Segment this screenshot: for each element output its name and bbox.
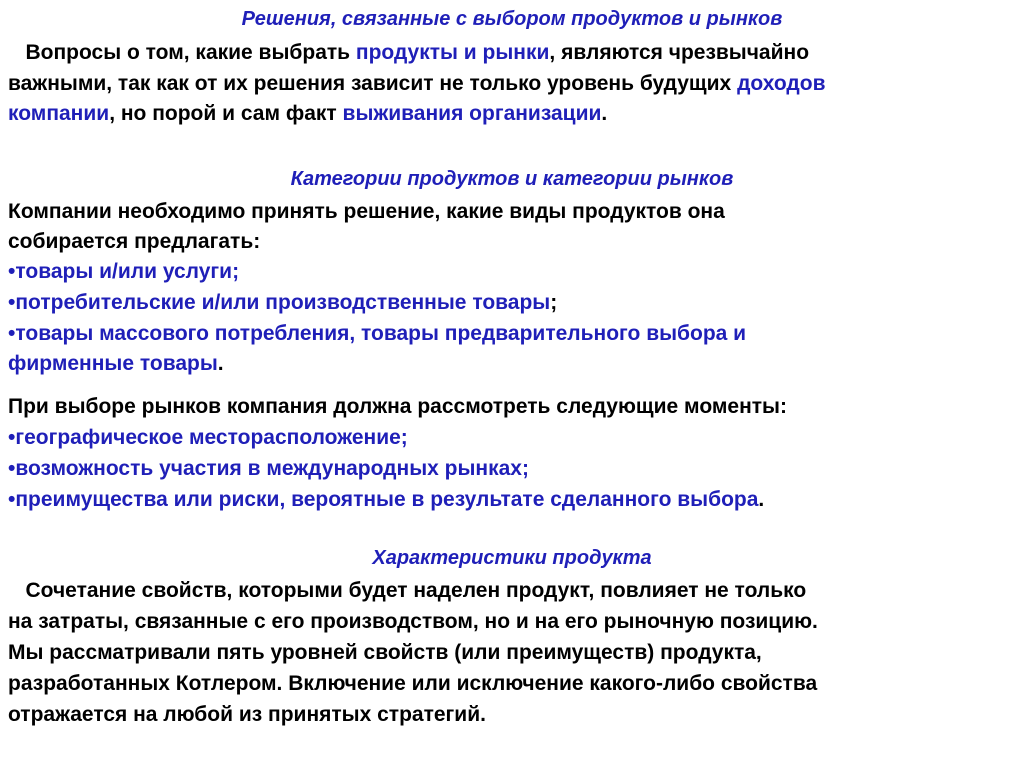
text-span: продукты и рынки [355, 41, 550, 64]
paragraph-line [8, 101, 607, 127]
paragraph-line: Мы рассматривали пять уровней свойств (или преимуществ) продукта, [8, 641, 762, 664]
paragraph-line: разработанных Котлером. Включение или исключение какого-либо свойства [8, 672, 818, 695]
heading-product-market-decisions: Решения, связанные с выбором продуктов и рынков [241, 8, 783, 30]
bullet-item [8, 290, 557, 316]
text-span: важными, так как от их решения зависит не только уровень будущих [8, 72, 738, 95]
text-span: , но порой и сам факт [109, 102, 343, 125]
text-span: •потребительские и/или производственные товары [8, 291, 551, 314]
text-span: доходов [737, 72, 826, 95]
text-span: . [601, 102, 608, 125]
text-span: ; [550, 291, 558, 314]
heading-product-characteristics: Характеристики продукта [372, 547, 652, 569]
paragraph-line [8, 40, 809, 66]
paragraph-line: отражается на любой из принятых стратегий. [8, 703, 486, 726]
paragraph-line: При выборе рынков компания должна рассмотреть следующие моменты: [8, 395, 787, 418]
text-span: . [217, 352, 224, 375]
text-span: . [758, 488, 765, 511]
bullet-item: •возможность участия в международных рынках; [8, 457, 529, 480]
paragraph-line: собирается предлагать: [8, 230, 261, 253]
text-span: , являются чрезвычайно [549, 41, 810, 64]
bullet-item: •товары массового потребления, товары предварительного выбора и [8, 322, 747, 345]
paragraph-line: на затраты, связанные с его производством, но и на его рыночную позицию. [8, 610, 818, 633]
text-span: •преимущества или риски, вероятные в результате сделанного выбора [8, 488, 759, 511]
paragraph-line: Сочетание свойств, которыми будет наделен продукт, повлияет не только [8, 579, 807, 602]
paragraph-line: Компании необходимо принять решение, какие виды продуктов она [8, 200, 725, 223]
text-span: Вопросы о том, какие выбрать [8, 41, 356, 64]
text-span: фирменные товары [8, 352, 218, 375]
paragraph-line [8, 71, 826, 97]
text-span: компании [8, 102, 110, 125]
heading-product-market-categories: Категории продуктов и категории рынков [290, 168, 734, 190]
text-span: выживания организации [342, 102, 602, 125]
bullet-item: •географическое месторасположение; [8, 426, 408, 449]
bullet-item [8, 487, 764, 513]
bullet-item-continuation [8, 351, 224, 377]
bullet-item: •товары и/или услуги; [8, 260, 240, 283]
